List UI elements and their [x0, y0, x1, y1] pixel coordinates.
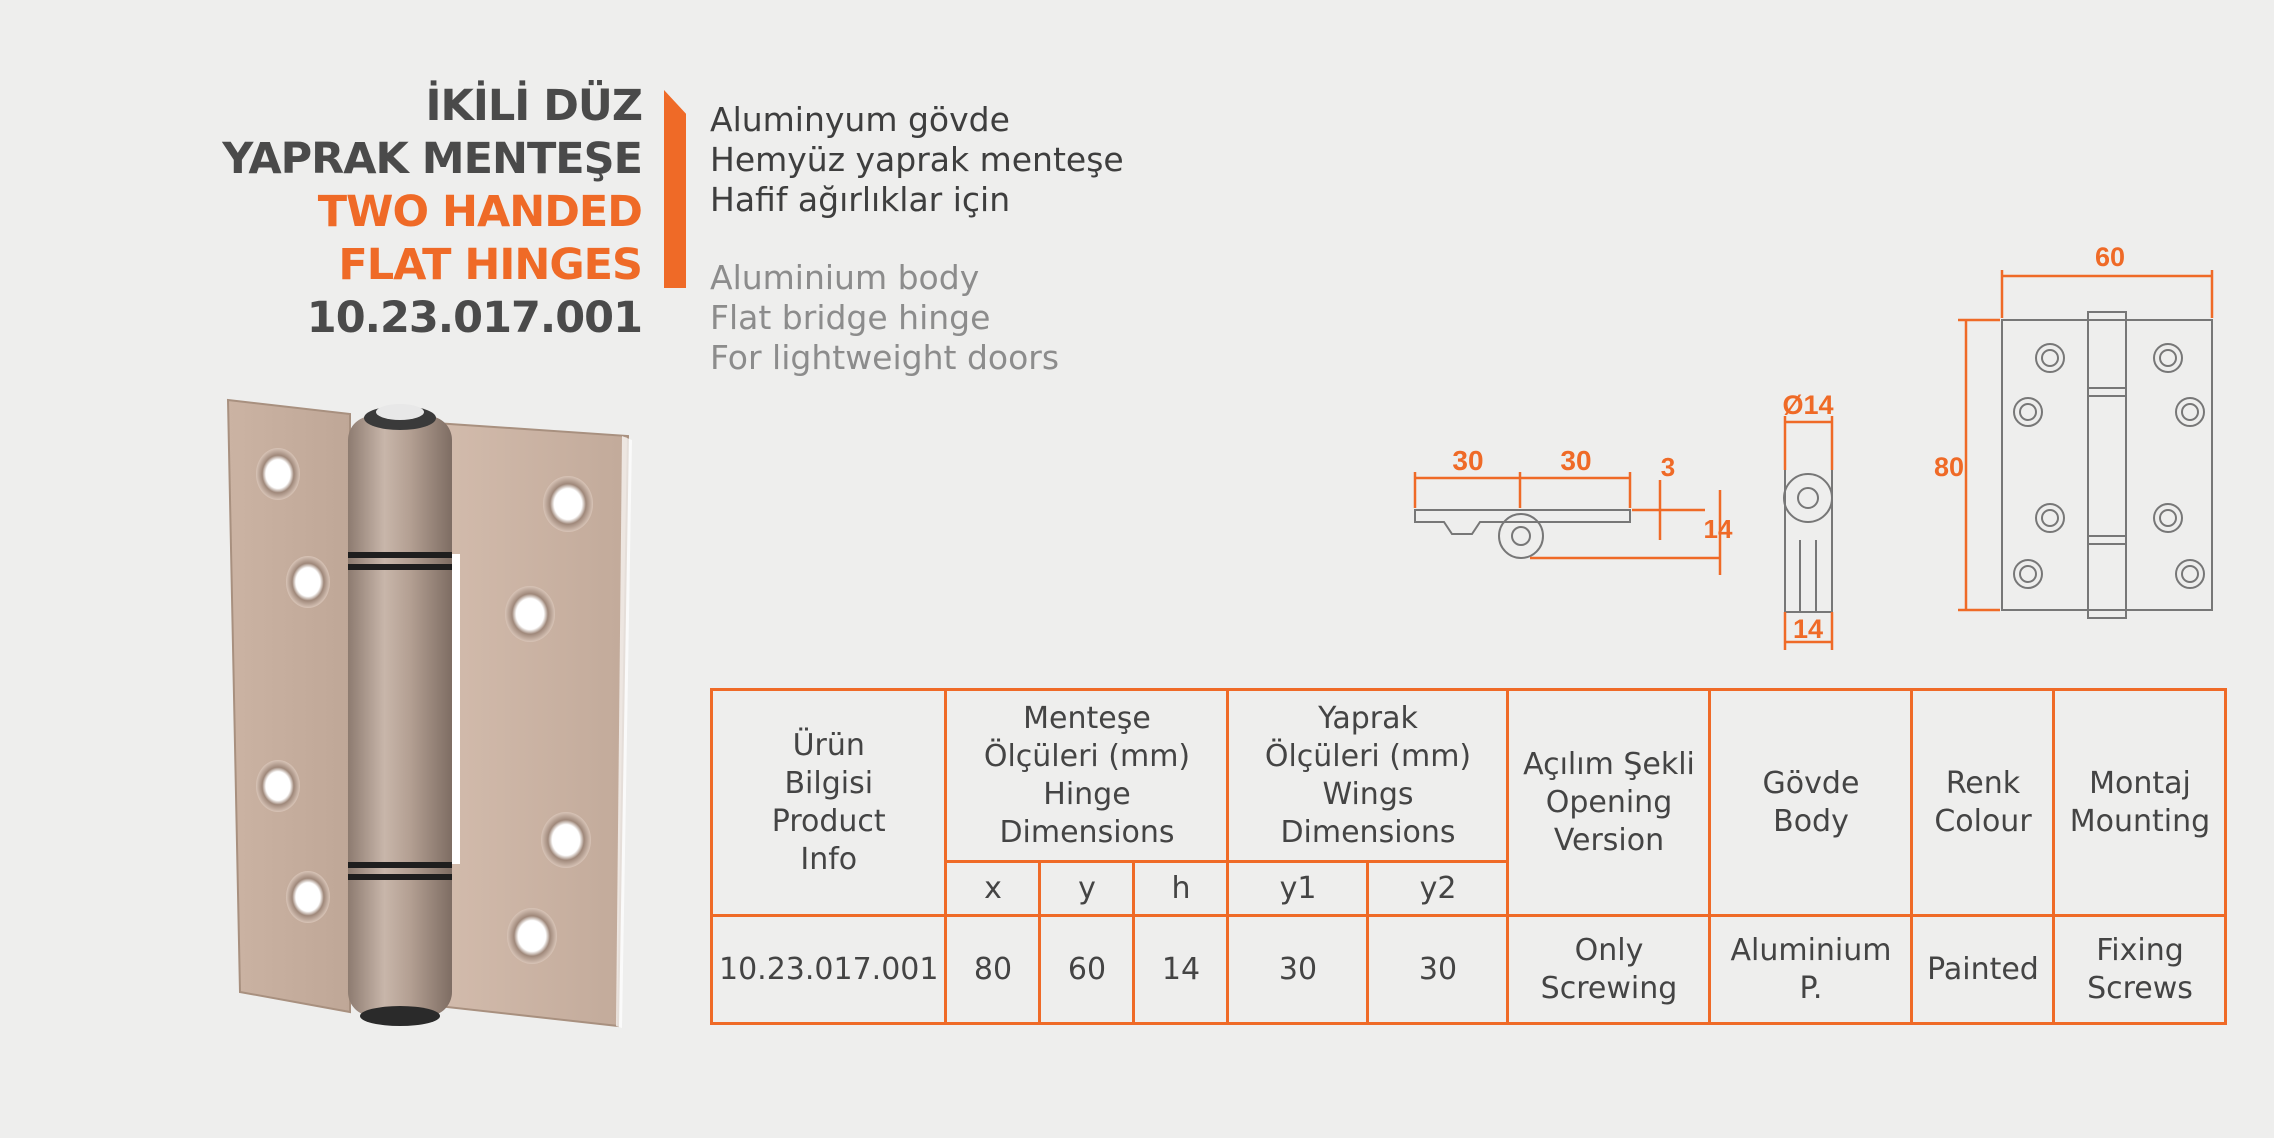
- header-mounting: [2054, 690, 2226, 916]
- title-tr-line2: YAPRAK MENTEŞE: [222, 134, 642, 184]
- desc-tr-line: Aluminyum gövde: [710, 100, 1010, 139]
- side-view-dimensions: [1415, 472, 1720, 575]
- dim-knuckle-dia: Ø14: [1782, 390, 1834, 420]
- front-view-drawing: [2002, 312, 2212, 618]
- accent-bar: [664, 90, 686, 288]
- header-line: Hinge: [1043, 776, 1131, 812]
- knuckle-view-drawing: [1784, 468, 1832, 612]
- header-line: Montaj: [2089, 765, 2191, 801]
- header-y: y: [1040, 862, 1134, 916]
- side-view-drawing: [1415, 510, 1630, 558]
- cell-h: 14: [1134, 916, 1228, 1024]
- dim-side-w1: 30: [1452, 445, 1484, 476]
- cell-opening: [1508, 916, 1710, 1024]
- header-line: Mounting: [2069, 803, 2211, 839]
- header-line: Ölçüleri (mm): [1264, 738, 1472, 774]
- cell-line: P.: [1799, 970, 1823, 1006]
- dim-side-gap: 3: [1660, 452, 1676, 482]
- cell-x: 80: [946, 916, 1040, 1024]
- header-y1: y1: [1228, 862, 1368, 916]
- header-line: Dimensions: [1280, 814, 1456, 850]
- cell-line: Screws: [2087, 970, 2193, 1006]
- cell-y: 60: [1040, 916, 1134, 1024]
- description-tr: [710, 100, 1124, 220]
- header-wing-dimensions: [1228, 690, 1508, 862]
- dim-knuckle-w: 14: [1792, 614, 1824, 644]
- cell-y1: 30: [1228, 916, 1368, 1024]
- header-line: Renk: [1945, 765, 2021, 801]
- header-line: Info: [800, 841, 858, 877]
- desc-en-line: For lightweight doors: [710, 338, 1060, 377]
- header-line: Bilgisi: [784, 765, 874, 801]
- header-line: Opening: [1545, 784, 1673, 820]
- header-line: Colour: [1934, 803, 2032, 839]
- dim-side-w2: 30: [1560, 445, 1592, 476]
- table-row: [712, 916, 2226, 1024]
- header-product-info: [712, 690, 946, 916]
- desc-tr-line: Hemyüz yaprak menteşe: [710, 140, 1124, 179]
- product-code: 10.23.017.001: [306, 293, 642, 343]
- header-line: Dimensions: [999, 814, 1175, 850]
- cell-line: Only: [1574, 932, 1644, 968]
- cell-colour: Painted: [1912, 916, 2054, 1024]
- header-line: Wings: [1322, 776, 1414, 812]
- desc-tr-line: Hafif ağırlıklar için: [710, 180, 1011, 219]
- header-line: Yaprak: [1318, 700, 1418, 736]
- title-tr-line1: İKİLİ DÜZ: [425, 81, 642, 131]
- cell-mounting: [2054, 916, 2226, 1024]
- cell-line: Screwing: [1540, 970, 1678, 1006]
- desc-en-line: Aluminium body: [710, 258, 980, 297]
- cell-line: Fixing: [2096, 932, 2184, 968]
- header-h: h: [1134, 862, 1228, 916]
- header-line: Açılım Şekli: [1523, 746, 1695, 782]
- header-line: Ürün: [792, 727, 865, 763]
- cell-body: [1710, 916, 1912, 1024]
- header-x: x: [946, 862, 1040, 916]
- description-en: [710, 258, 1124, 378]
- header-line: Body: [1773, 803, 1849, 839]
- header-body: [1710, 690, 1912, 916]
- title-en-line1: TWO HANDED: [317, 187, 642, 237]
- dim-front-h: 80: [1933, 452, 1964, 482]
- title-en-line2: FLAT HINGES: [338, 240, 642, 290]
- desc-en-line: Flat bridge hinge: [710, 298, 991, 337]
- header-line: Ölçüleri (mm): [983, 738, 1191, 774]
- product-title: [222, 80, 642, 345]
- dim-front-w: 60: [2094, 242, 2126, 272]
- spec-table: [710, 688, 2227, 1025]
- technical-drawing: [1380, 240, 2240, 660]
- hinge-product-image: [220, 392, 640, 1032]
- header-line: Version: [1553, 822, 1665, 858]
- product-description: [710, 100, 1124, 378]
- cell-line: Aluminium: [1730, 932, 1892, 968]
- header-line: Gövde: [1762, 765, 1860, 801]
- cell-y2: 30: [1368, 916, 1508, 1024]
- cell-code: 10.23.017.001: [712, 916, 946, 1024]
- header-y2: y2: [1368, 862, 1508, 916]
- dim-side-h: 14: [1703, 514, 1733, 544]
- header-opening-version: [1508, 690, 1710, 916]
- header-hinge-dimensions: [946, 690, 1228, 862]
- header-colour: [1912, 690, 2054, 916]
- header-line: Menteşe: [1023, 700, 1151, 736]
- header-line: Product: [771, 803, 886, 839]
